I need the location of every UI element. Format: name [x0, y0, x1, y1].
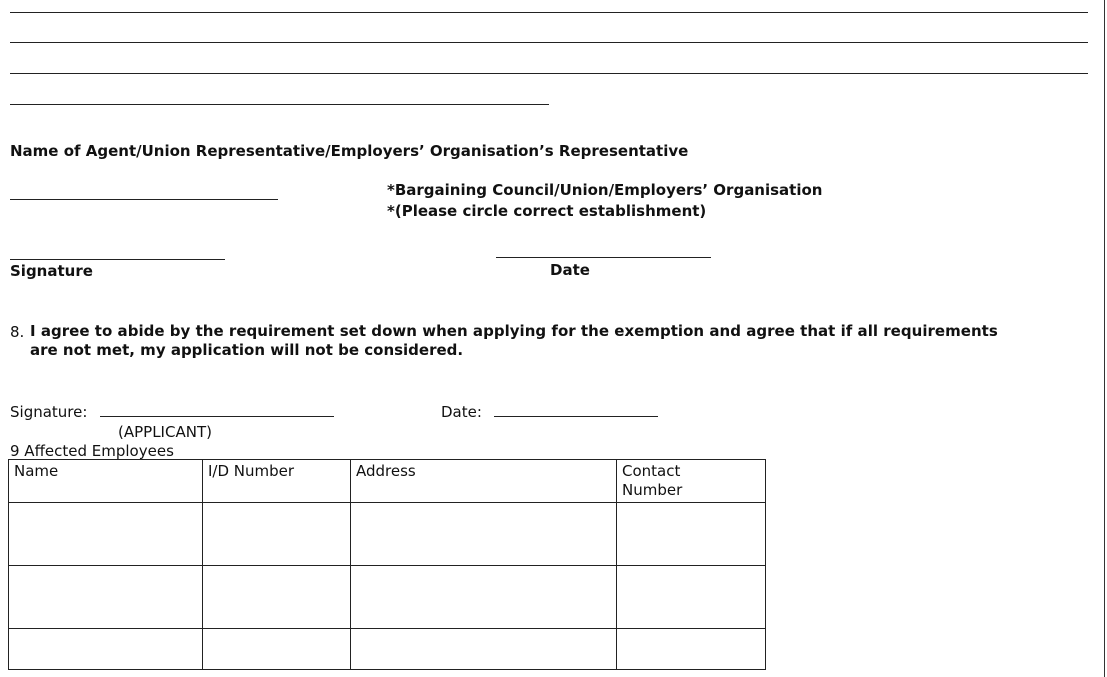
column-header-id-number: I/D Number	[203, 460, 351, 503]
cell-address[interactable]	[351, 629, 617, 670]
agent-date-line[interactable]	[496, 257, 711, 258]
applicant-date-line[interactable]	[494, 416, 658, 417]
page-border	[1104, 0, 1105, 677]
column-header-contact-number: Contact Number	[617, 460, 766, 503]
cell-id-number[interactable]	[203, 629, 351, 670]
affected-employees-heading: 9 Affected Employees	[10, 442, 174, 460]
affected-employees-table	[8, 459, 766, 670]
cell-contact-number[interactable]	[617, 566, 766, 629]
cell-name[interactable]	[9, 566, 203, 629]
cell-address[interactable]	[351, 503, 617, 566]
cell-name[interactable]	[9, 629, 203, 670]
agreement-number: 8.	[10, 323, 25, 341]
blank-line[interactable]	[10, 73, 1088, 74]
agent-signature-line[interactable]	[10, 259, 225, 260]
agent-date-label: Date	[550, 261, 590, 279]
blank-line[interactable]	[10, 42, 1088, 43]
blank-line[interactable]	[10, 12, 1088, 13]
agent-signature-label: Signature	[10, 262, 93, 280]
cell-contact-number[interactable]	[617, 629, 766, 670]
cell-name[interactable]	[9, 503, 203, 566]
agreement-text-line2: are not met, my application will not be considered.	[30, 341, 464, 359]
blank-line[interactable]	[10, 104, 549, 105]
cell-address[interactable]	[351, 566, 617, 629]
table-header-row	[9, 460, 766, 503]
agreement-text-line1: I agree to abide by the requirement set down when applying for the exemption and agree that if all requirements	[30, 322, 998, 340]
agent-name-line[interactable]	[10, 199, 278, 200]
applicant-label: (APPLICANT)	[118, 423, 212, 441]
applicant-signature-line[interactable]	[100, 416, 334, 417]
applicant-date-label: Date:	[441, 403, 482, 421]
table-row	[9, 566, 766, 629]
establishment-note: *(Please circle correct establishment)	[387, 202, 707, 220]
column-header-name: Name	[9, 460, 203, 503]
cell-contact-number[interactable]	[617, 503, 766, 566]
agent-heading: Name of Agent/Union Representative/Employers’ Organisation’s Representative	[10, 142, 689, 160]
column-header-address: Address	[351, 460, 617, 503]
cell-id-number[interactable]	[203, 503, 351, 566]
cell-id-number[interactable]	[203, 566, 351, 629]
table-row	[9, 503, 766, 566]
table-row	[9, 629, 766, 670]
applicant-signature-label: Signature:	[10, 403, 88, 421]
establishment-text: *Bargaining Council/Union/Employers’ Organisation	[387, 181, 823, 199]
